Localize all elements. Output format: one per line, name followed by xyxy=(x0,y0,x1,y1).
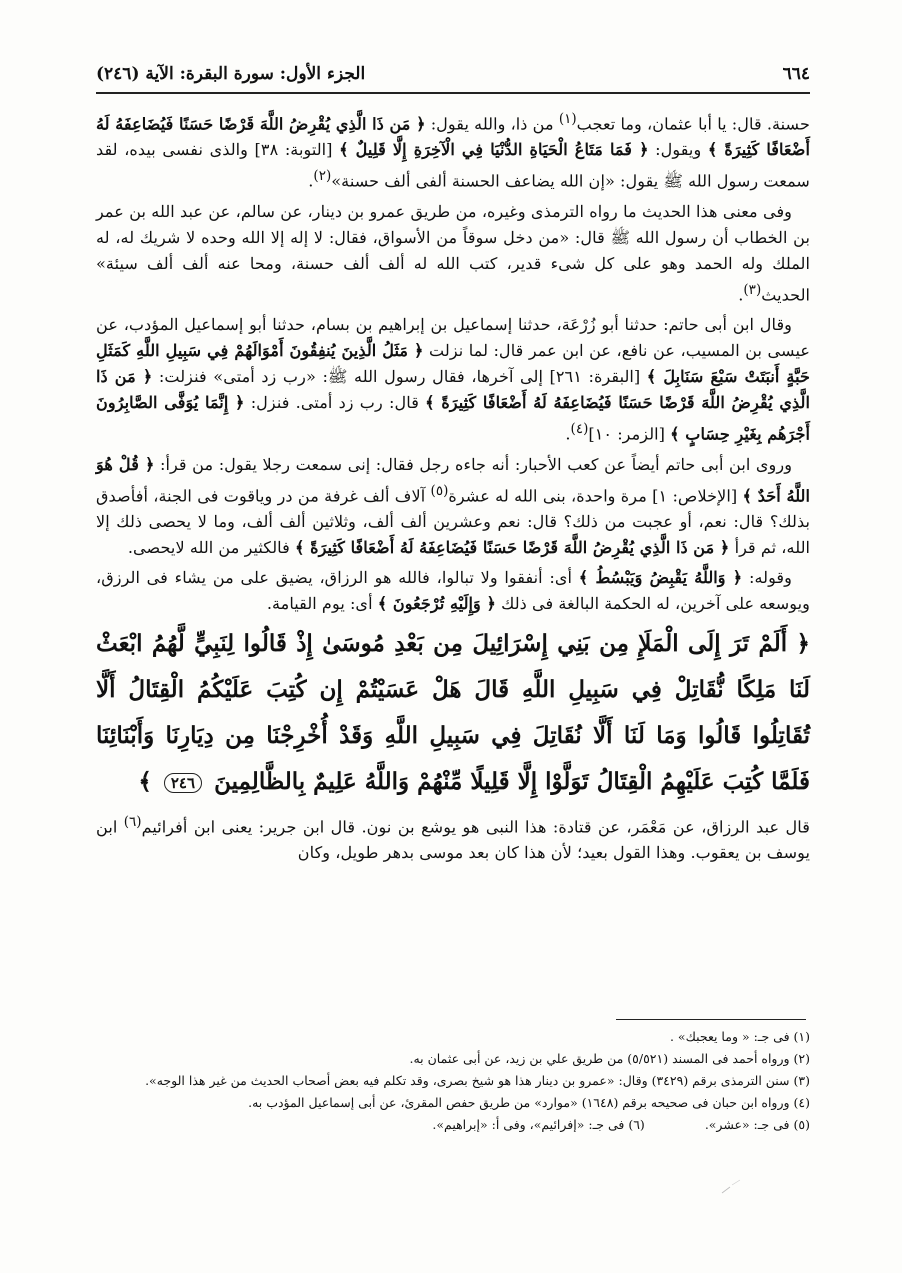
quran-quote: ﴿ وَإِلَيْهِ تُرْجَعُونَ ﴾ xyxy=(377,593,496,613)
footnote-3: (٣) سنن الترمذى برقم (٣٤٢٩) وقال: «عمرو بن دينار هذا هو شيخ بصرى، وقد تكلم فيه بعض أصحاب الحديث من غير هذا الوجه». xyxy=(145,1073,810,1088)
footnote-4: (٤) ورواه ابن حبان فى صحيحه برقم (١٦٤٨) «موارد» من طريق حفص المقرئ، عن أبى إسماعيل المؤدب به. xyxy=(248,1095,810,1110)
footnote-marker: (٣) xyxy=(743,281,762,298)
footnote-5: (٥) فى جـ: «عشر». xyxy=(704,1117,810,1132)
verse-number-badge: ٢٤٦ xyxy=(164,773,202,793)
paragraph xyxy=(96,106,810,195)
paragraph xyxy=(96,565,810,617)
quran-quote: ﴿ مَثَلُ الَّذِينَ يُنفِقُونَ أَمْوَالَهُمْ فِي سَبِيلِ اللَّهِ كَمَثَلِ حَبَّةٍ أَنبَتَتْ سَبْعَ سَنَابِلَ ﴾ xyxy=(96,341,810,387)
verse-close-bracket: ﴾ xyxy=(138,767,152,795)
footnotes xyxy=(96,1026,810,1136)
main-text xyxy=(96,106,810,870)
text-run: [الزمر: ١٠] xyxy=(588,424,671,444)
scan-specks xyxy=(720,1175,750,1195)
paragraph xyxy=(96,452,810,561)
footnote-marker: (١) xyxy=(558,111,577,127)
text-run: . xyxy=(308,171,314,191)
text-run: وقال ابن أبى حاتم: حدثنا أبو زُرْعَة، حدثنا إسماعيل بن إبراهيم بن بسام، حدثنا أبو إسماعيل المؤدب، عن عيسى بن المسيب، عن نافع، عن ابن عمر قال: لما نزلت xyxy=(96,315,810,361)
running-title: الجزء الأول: سورة البقرة: الآية (٢٤٦) xyxy=(96,64,366,84)
footnote-1: (١) فى جـ: « وما يعجبك» . xyxy=(669,1029,810,1044)
footnote-row xyxy=(96,1114,810,1136)
header-rule xyxy=(96,92,810,94)
text-run: حسنة. قال: يا أبا عثمان، وما تعجب xyxy=(576,114,810,134)
text-run: قال: رب زد أمتى. فنزل: xyxy=(244,393,426,413)
text-run: آلاف ألف غرفة من در وياقوت فى الجنة، أفأصدق بذلك؟ قال: نعم، أو عجبت من ذلك؟ قال: نعم وعشرين ألف ألف، وثلاثين ألف ألف، وما لا يحصى ذلك إلا الله، ثم قرأ xyxy=(96,485,810,557)
paragraph-after-verse xyxy=(96,809,810,866)
page-header xyxy=(96,58,810,92)
paragraph xyxy=(96,199,810,308)
verse-text: ﴿ أَلَمْ تَرَ إِلَى الْمَلَإِ مِن بَنِي إِسْرَائِيلَ مِن بَعْدِ مُوسَىٰ إِذْ قَالُوا لِنَبِيٍّ لَّهُمُ ابْعَثْ لَنَا مَلِكًا نُّقَاتِلْ فِي سَبِيلِ اللَّهِ قَالَ هَلْ عَسَيْتُمْ إِن كُتِبَ عَلَيْكُمُ الْقِتَالُ أَلَّا تُقَاتِلُوا قَالُوا وَمَا لَنَا أَلَّا نُقَاتِلَ فِي سَبِيلِ اللَّهِ وَقَدْ أُخْرِجْنَا مِن دِيَارِنَا وَأَبْنَائِنَا فَلَمَّا كُتِبَ عَلَيْهِمُ الْقِتَالُ تَوَلَّوْا إِلَّا قَلِيلًا مِّنْهُمْ وَاللَّهُ عَلِيمٌ بِالظَّالِمِينَ xyxy=(96,629,810,795)
text-run: ويقول: xyxy=(648,140,708,160)
footnote-rule xyxy=(616,1019,806,1020)
quran-quote: ﴿ قُلْ هُوَ اللَّهُ أَحَدٌ ﴾ xyxy=(96,454,810,505)
text-run: . xyxy=(565,424,571,444)
footnote-marker: (٥) xyxy=(430,482,449,499)
quran-quote: ﴿ وَاللَّهُ يَقْبِضُ وَيَبْسُطُ ﴾ xyxy=(578,567,743,587)
quran-quote: ﴿ إِنَّمَا يُوَفَّى الصَّابِرُونَ أَجْرَهُم بِغَيْرِ حِسَابٍ ﴾ xyxy=(96,393,810,444)
footnote-2: (٢) ورواه أحمد فى المسند (٥/٥٢١) من طريق علي بن زيد، عن أبى عثمان به. xyxy=(409,1051,810,1066)
text-run: أى: يوم القيامة. xyxy=(266,593,378,613)
page-number: ٦٦٤ xyxy=(782,64,810,84)
text-run: وفى معنى هذا الحديث ما رواه الترمذى وغيره، من طريق عمرو بن دينار، عن سالم، عن عبد الله بن عمر بن الخطاب أن رسول الله ﷺ قال: «من دخل سوقاً من الأسواق، فقال: لا إله إلا الله وحده لا شريك له، له الملك وله الحمد وهو على كل شىء قدير، كتب الله له ألف ألف حسنة، ومحا عنه ألف ألف سيئة» الحديث xyxy=(96,201,810,305)
text-run: [الإخلاص: ١] مرة واحدة، بنى الله له عشرة xyxy=(448,485,743,505)
text-run: [البقرة: ٢٦١] إلى آخرها، فقال رسول الله ﷺ: «رب زد أمتى» فنزلت: xyxy=(152,367,647,387)
quran-quote: ﴿ مَن ذَا الَّذِي يُقْرِضُ اللَّهَ قَرْضًا حَسَنًا فَيُضَاعِفَهُ لَهُ أَضْعَافًا كَثِيرَةً ﴾ xyxy=(294,537,730,557)
quran-quote: ﴿ مَن ذَا الَّذِي يُقْرِضُ اللَّهَ قَرْضًا حَسَنًا فَيُضَاعِفَهُ لَهُ أَضْعَافًا كَثِيرَةً ﴾ xyxy=(96,114,811,160)
quran-quote: ﴿ فَمَا مَتَاعُ الْحَيَاةِ الدُّنْيَا فِي الْآخِرَةِ إِلَّا قَلِيلٌ ﴾ xyxy=(339,140,649,160)
text-run: وقوله: xyxy=(742,567,792,587)
paragraph xyxy=(96,312,810,447)
text-run: أى: أنفقوا ولا تبالوا، فالله هو الرزاق، يضيق على من يشاء فى الرزق، ويوسعه على آخرين، له الحكمة البالغة فى ذلك xyxy=(96,567,810,613)
text-run: . xyxy=(738,285,744,305)
footnote-marker: (٤) xyxy=(570,421,589,438)
text-run: وروى ابن أبى حاتم أيضاً عن كعب الأحبار: أنه جاءه رجل فقال: إنى سمعت رجلا يقول: من قرأ: xyxy=(154,454,793,474)
footnote-6: (٦) فى جـ: «إفرائيم»، وفى أ: «إبراهيم». xyxy=(432,1117,645,1132)
footnote-marker: (٢) xyxy=(313,168,332,185)
text-run: فالكثير من الله لايحصى. xyxy=(127,537,295,557)
text-run: ابن يوسف بن يعقوب. وهذا القول بعيد؛ لأن هذا كان بعد موسى بدهر طويل، وكان xyxy=(96,817,810,863)
text-run: [التوبة: ٣٨] والذى نفسى بيده، لقد سمعت رسول الله ﷺ يقول: «إن الله يضاعف الحسنة ألفى ألف حسنة» xyxy=(96,140,810,191)
quran-quote: ﴿ مَن ذَا الَّذِي يُقْرِضُ اللَّهَ قَرْضًا حَسَنًا فَيُضَاعِفَهُ لَهُ أَضْعَافًا كَثِيرَةً ﴾ xyxy=(96,367,810,413)
footnote-marker: (٦) xyxy=(123,813,142,830)
quran-verse-246 xyxy=(96,621,810,805)
text-run: قال عبد الرزاق، عن مَعْمَر، عن قتادة: هذا النبى هو يوشع بن نون. قال ابن جرير: يعنى ابن أفرائيم xyxy=(141,817,810,837)
text-run: من ذا، والله يقول: xyxy=(425,114,559,134)
